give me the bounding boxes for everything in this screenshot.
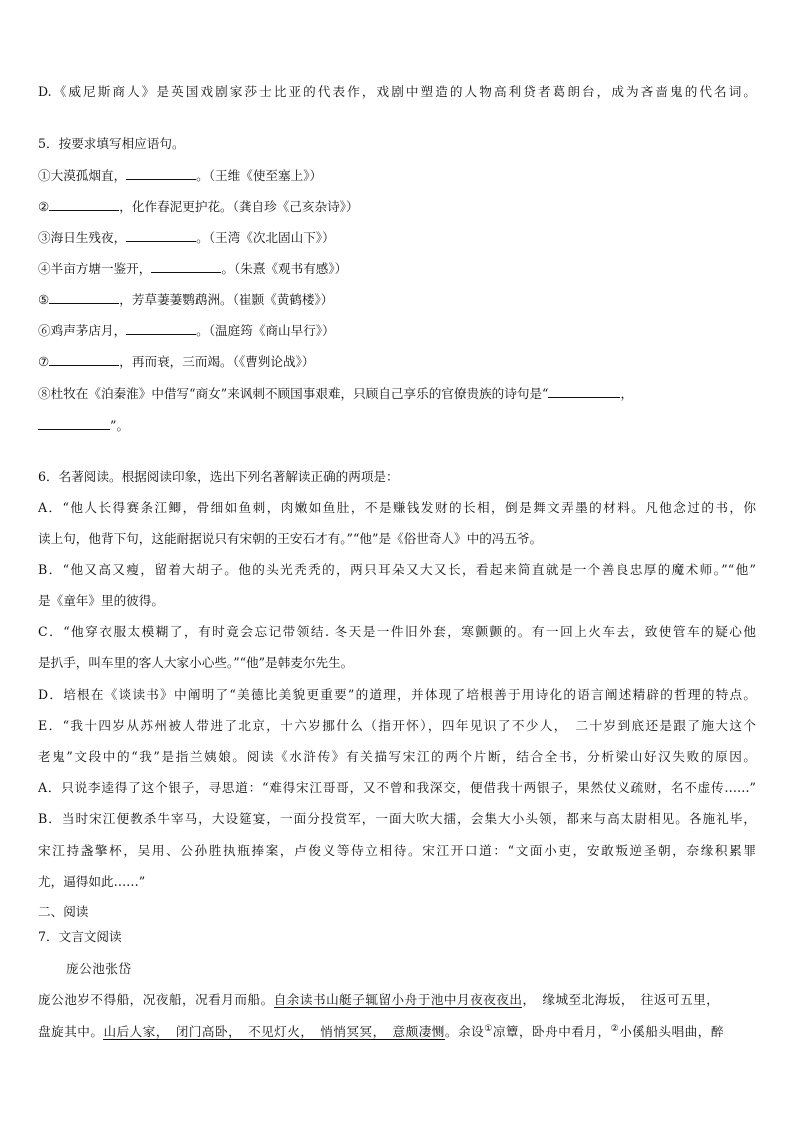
passage-text: 盘旋其中。 <box>38 1024 104 1040</box>
q5-item-6-pre: ⑥鸡声茅店月， <box>38 323 127 338</box>
q5-item-4-pre: ④半亩方塘一鉴开， <box>38 261 152 276</box>
section-2-heading: 二、阅读 <box>38 904 89 919</box>
q5-item-4-post: 。（朱熹《观书有感》） <box>221 261 348 276</box>
q6-line: 是《童年》里的彼得。 <box>38 593 164 608</box>
passage-title: 庞公池张岱 <box>66 961 132 976</box>
footnote-marker: ② <box>610 1024 620 1034</box>
answer-blank[interactable] <box>49 290 119 304</box>
passage-text: 。余设 <box>444 1024 485 1040</box>
answer-blank[interactable] <box>126 321 196 335</box>
q5-item-8-text: ⑧杜牧在《泊秦淮》中借写“商女”来讽刺不顾国事艰难，只顾自己享乐的官僚贵族的诗句是“ <box>38 386 549 401</box>
answer-blank[interactable] <box>49 352 119 366</box>
q6-line: B．“他又高又瘦，留着大胡子。他的头光秃秃的，两只耳朵又大又长，看起来简直就是一个善良忠厚的魔术师。”“他” <box>38 562 756 577</box>
q6-line: A．只说李逵得了这个银子，寻思道：“难得宋江哥哥，又不曾和我深交，便借我十两银子，果然仗义疏财，名不虚传……” <box>38 780 756 795</box>
passage-text: 凉簟，卧舟中看月， <box>492 1024 611 1040</box>
q5-item-1-post: 。（王维《使至塞上》） <box>196 168 323 183</box>
answer-blank[interactable] <box>126 228 196 242</box>
answer-blank[interactable] <box>126 166 196 180</box>
passage-text: 小傒船头唱曲，醉 <box>619 1024 724 1040</box>
underlined-sentence: 自余读书山艇子辄留小舟于池中月夜夜夜出 <box>273 992 523 1007</box>
answer-blank[interactable] <box>548 384 620 398</box>
question-6-title: 6．名著阅读。根据阅读印象，选出下列名著解读正确的两项是： <box>38 469 399 484</box>
q5-item-3-pre: ③海日生残夜， <box>38 230 127 245</box>
passage-line-1 <box>38 991 719 1009</box>
question-5-title: 5．按要求填写相应语句。 <box>38 136 185 151</box>
q5-item-7-pre: ⑦ <box>38 354 50 369</box>
footnote-marker: ① <box>484 1024 493 1034</box>
q5-item-6 <box>38 321 335 340</box>
q5-item-5-post: ，芳草萋萋鹦鹉洲。（崔颢《黄鹤楼》） <box>119 292 334 307</box>
q6-line: 是扒手，叫车里的客人大家小心些。”“他”是韩麦尔先生。 <box>38 655 354 670</box>
q5-item-2-post: ，化作春泥更护花。（龚自珍《己亥杂诗》） <box>119 199 359 214</box>
q5-item-5-pre: ⑤ <box>38 292 50 307</box>
question-7-title: 7．文言文阅读 <box>38 929 122 944</box>
passage-text: 庞公池岁不得船，况夜船，况看月而船。 <box>38 992 274 1007</box>
q5-item-8 <box>38 384 633 403</box>
q5-item-4 <box>38 259 347 278</box>
q5-item-7 <box>38 352 315 371</box>
q5-item-8-comma: ， <box>620 386 634 401</box>
underlined-sentence: 山后人家， 闭门高卧， 不见灯火， 悄悄冥冥， 意颇凄恻 <box>103 1024 445 1040</box>
answer-blank[interactable] <box>49 197 119 211</box>
q6-line: E．“我十四岁从苏州被人带进了北京，十六岁挪什么（指开怀），四年见识了不少人， 二十岁到底还是跟了施大这个 <box>38 718 756 733</box>
option-d-macbeth: D.《威尼斯商人》是英国戏剧家莎士比亚的代表作，戏剧中塑造的人物高利贷者葛朗台，成为吝啬鬼的代名词。 <box>38 84 756 99</box>
q5-item-3-post: 。（王湾《次北固山下》） <box>196 230 335 245</box>
passage-line-2 <box>38 1020 724 1041</box>
passage-text: ， 缘城至北海坂， 往返可五里， <box>522 992 720 1007</box>
q5-item-5 <box>38 290 333 309</box>
q6-line: D．培根在《谈读书》中阐明了“美德比美貌更重要”的道理，并体现了培根善于用诗化的语言阐述精辟的哲理的特点。 <box>38 687 756 702</box>
q6-line: C．“他穿衣服太模糊了，有时竟会忘记带领结. 冬天是一件旧外套，寒颤颤的。有一回上火车去，致使管车的疑心他 <box>38 624 756 639</box>
q5-item-2-pre: ② <box>38 199 50 214</box>
q6-line: 尤，逼得如此……” <box>38 874 146 889</box>
q6-line: 宋江持盏擎杯，吴用、公孙胜执瓶捧案，卢俊义等侍立相待。宋江开口道：“文面小吏，安敢叛逆圣朝，奈缘积累罪 <box>38 843 756 858</box>
q5-item-8-end: ”。 <box>110 418 130 433</box>
q5-item-3 <box>38 228 335 247</box>
q5-item-2 <box>38 197 359 216</box>
q6-line: B．当时宋江便教杀牛宰马，大设筵宴，一面分投赏军，一面大吹大擂，会集大小头领，都来与高太尉相见。各施礼毕， <box>38 811 756 826</box>
q6-line: 读上句，他背下句，这能耐据说只有宋朝的王安石才有。”“他”是《俗世奇人》中的冯五爷。 <box>38 531 543 546</box>
q6-line: A．“他人长得赛条江鲫，骨细如鱼刺，肉嫩如鱼肚，不是赚钱发财的长相，倒是舞文弄墨的材料。凡他念过的书，你 <box>38 500 756 515</box>
q5-item-7-post: ，再而衰，三而竭。（《曹刿论战》） <box>119 354 315 369</box>
answer-blank[interactable] <box>151 259 221 273</box>
q5-item-6-post: 。（温庭筠《商山早行》） <box>196 323 335 338</box>
q6-line: 老鬼”文段中的“我”是指兰姨娘。阅读《水浒传》有关描写宋江的两个片断，结合全书，分析梁山好汉失败的原因。 <box>38 749 756 764</box>
answer-blank[interactable] <box>38 416 110 430</box>
q5-item-1 <box>38 166 322 185</box>
q5-item-8-cont <box>38 416 129 435</box>
q5-item-1-pre: ①大漠孤烟直， <box>38 168 127 183</box>
